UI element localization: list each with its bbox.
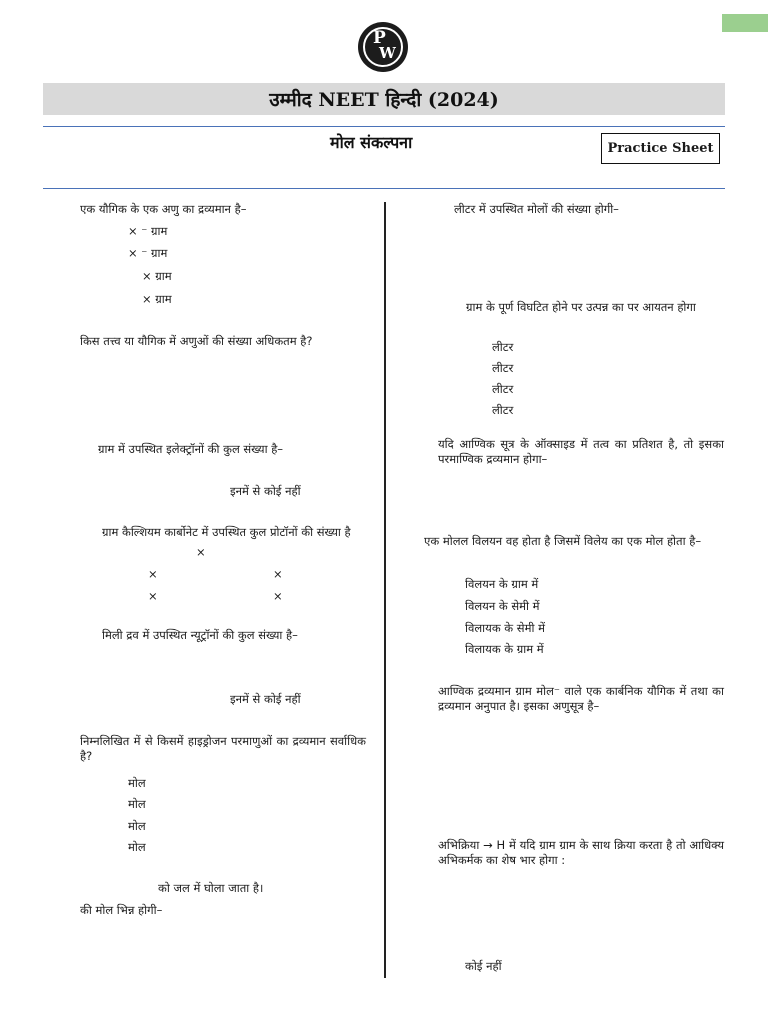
sheet-subtitle: मोल संकल्पना	[330, 133, 413, 152]
q11-option-c: विलायक के सेमी में	[465, 621, 545, 635]
q11-option-b: विलयन के सेमी में	[465, 599, 540, 613]
column-divider	[384, 202, 386, 978]
q9-option-d: लीटर	[492, 403, 514, 417]
q4-times-4: ×	[148, 589, 158, 603]
q4-times-5: ×	[273, 589, 283, 603]
q3-stem: ग्राम में उपस्थित इलेक्ट्रॉनों की कुल संख्या है–	[98, 442, 284, 456]
q13-stem: अभिक्रिया → H में यदि ग्राम ग्राम के साथ क्रिया करता है तो आधिक्य अभिकर्मक का शेष भार होगा :	[438, 838, 724, 867]
q1-stem: एक यौगिक के एक अणु का द्रव्यमान है–	[80, 202, 247, 216]
q3-option-d: इनमें से कोई नहीं	[230, 484, 301, 498]
q1-option-b: × ⁻ ग्राम	[128, 246, 168, 260]
q9-option-c: लीटर	[492, 382, 514, 396]
q6-stem: निम्नलिखित में से किसमें हाइड्रोजन परमाणुओं का द्रव्यमान सर्वाधिक है?	[80, 734, 366, 763]
pw-logo: P W	[358, 22, 408, 72]
q11-stem: एक मोलल विलयन वह होता है जिसमें विलेय का एक मोल होता है–	[424, 534, 702, 548]
title-bar	[43, 83, 725, 115]
q1-option-d: × ग्राम	[142, 292, 172, 306]
q7-line-1: को जल में घोला जाता है।	[158, 881, 264, 895]
q6-option-c: मोल	[128, 819, 146, 833]
page-title: उम्मीद NEET हिन्दी (2024)	[269, 89, 499, 111]
q9-stem: ग्राम के पूर्ण विघटित होने पर उत्पन्न का पर आयतन होगा	[466, 300, 696, 314]
q13-option-d: कोई नहीं	[465, 959, 502, 973]
practice-sheet-badge: Practice Sheet	[601, 133, 720, 164]
q7-line-2: की मोल भिन्न होगी–	[80, 903, 163, 917]
q10-stem: यदि आण्विक सूत्र के ऑक्साइड में तत्व का प्रतिशत है, तो इसका परमाण्विक द्रव्यमान होगा–	[438, 437, 724, 466]
q9-option-a: लीटर	[492, 340, 514, 354]
q6-option-a: मोल	[128, 776, 146, 790]
q6-option-b: मोल	[128, 797, 146, 811]
q11-option-a: विलयन के ग्राम में	[465, 577, 539, 591]
q4-times-3: ×	[273, 567, 283, 581]
q1-option-c: × ग्राम	[142, 269, 172, 283]
q11-option-d: विलायक के ग्राम में	[465, 642, 544, 656]
q4-stem: ग्राम कैल्शियम कार्बोनेट में उपस्थित कुल प्रोटॉनों की संख्या है	[102, 525, 351, 539]
q5-option-d: इनमें से कोई नहीं	[230, 692, 301, 706]
q6-option-d: मोल	[128, 840, 146, 854]
q12-stem: आण्विक द्रव्यमान ग्राम मोल⁻ वाले एक कार्बनिक यौगिक में तथा का द्रव्यमान अनुपात है। इसका अणुसूत्र है–	[438, 684, 724, 713]
q9-option-b: लीटर	[492, 361, 514, 375]
q4-times-2: ×	[148, 567, 158, 581]
q5-stem: मिली द्रव में उपस्थित न्यूट्रॉनों की कुल संख्या है–	[102, 628, 298, 642]
q1-option-a: × ⁻ ग्राम	[128, 224, 168, 238]
q4-times-1: ×	[196, 545, 206, 559]
q8-stem: लीटर में उपस्थित मोलों की संख्या होगी–	[454, 202, 619, 216]
divider-top	[43, 126, 725, 127]
divider-bottom	[43, 188, 725, 189]
q2-stem: किस तत्त्व या यौगिक में अणुओं की संख्या अधिकतम है?	[80, 334, 313, 348]
corner-tab	[722, 14, 768, 32]
